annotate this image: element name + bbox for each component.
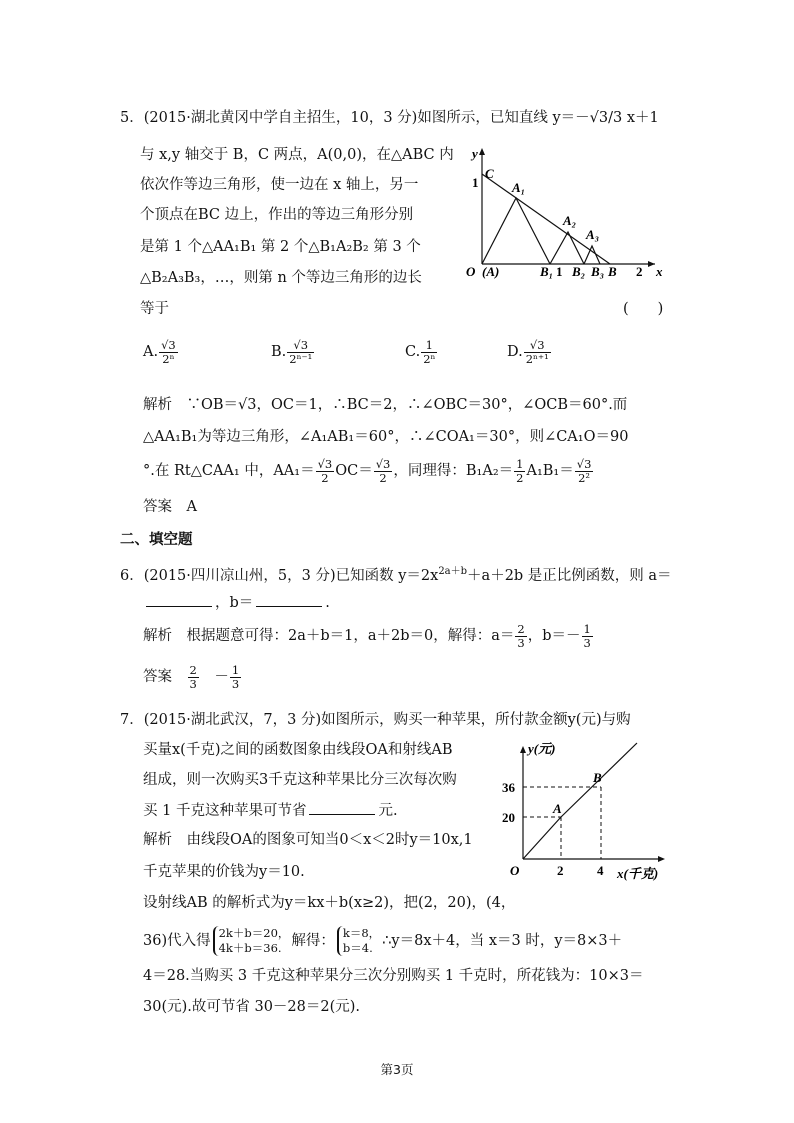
sol3-part-d: A₁B₁＝: [526, 463, 574, 479]
q6-sol-frac2: [582, 623, 593, 650]
q5-fig-x-label: x: [656, 264, 663, 279]
option-a-fraction: [159, 339, 178, 366]
q5-solution-line3: [143, 455, 594, 487]
q7-solution-line6: 30(元).故可节省 30－28＝2(元).: [143, 999, 361, 1015]
q6-solution: [143, 620, 594, 652]
q5-stem-line4: 个顶点在BC 边上，作出的等边三角形分别: [140, 207, 414, 223]
q6-blank-a[interactable]: [146, 592, 212, 607]
q6-sol-frac1-den: 3: [517, 635, 525, 650]
q6-exponent: 2a＋b: [438, 566, 468, 577]
option-b-fraction: [287, 339, 314, 366]
q7-system-1: [213, 926, 290, 956]
sol3-frac3-den: 2: [516, 470, 524, 485]
q6-answer-label: 答案: [143, 669, 172, 685]
sol3-frac2-num: √3: [375, 456, 391, 471]
sol3-part-a: °.在 Rt△CAA₁ 中，AA₁＝: [143, 463, 315, 479]
q5-fig-tick-2: 2: [636, 264, 643, 279]
q7-stem-line4: [143, 800, 398, 821]
q6-sol-frac2-den: 3: [583, 635, 591, 650]
q5-fig-a-label: (A): [482, 264, 500, 279]
q6-stem-part-b: ＋a＋2b 是正比例函数，则 a＝: [467, 567, 672, 584]
q7-sol4-text-a: 36)代入得: [143, 933, 211, 949]
q6-ans-minus: －: [214, 669, 229, 685]
q5-option-b: [271, 337, 315, 367]
q5-y-arrow: [479, 148, 485, 155]
sol3-frac1-num: √3: [317, 456, 333, 471]
sol3-frac4-num: √3: [576, 456, 592, 471]
q5-stem-line2: 与 x,y 轴交于 B，C 两点，A(0,0)，在△ABC 内: [140, 147, 454, 163]
sol3-frac2-den: 2: [379, 470, 387, 485]
q6-blank-b[interactable]: [256, 592, 322, 607]
q7-stem-line4-unit: 元.: [378, 803, 398, 819]
q5-fig-b1-label: B₁: [540, 264, 554, 279]
q5-solution-line1: 解析 ∵OB＝√3，OC＝1，∴BC＝2，∴∠OBC＝30°，∠OCB＝60°.而: [143, 397, 628, 413]
sol3-frac3-num: 1: [516, 456, 524, 471]
q7-solution-line4: [143, 923, 622, 959]
q7-fig-tick-20: 20: [502, 810, 515, 825]
q7-system-1-eq1: 2k＋b＝20，: [218, 926, 290, 940]
q7-system-2-eq2: b＝4.: [342, 941, 373, 955]
q5-stem-line3: 依次作等边三角形，使一边在 x 轴上，另一: [140, 177, 419, 193]
option-c-num: 1: [421, 339, 437, 353]
q5-stem-line6: △B₂A₃B₃，…，则第 n 个等边三角形的边长: [140, 270, 422, 286]
q7-solution-line3: 设射线AB 的解析式为y＝kx＋b(x≥2)，把(2，20)，(4，: [143, 895, 516, 911]
q5-triangle-2: [550, 232, 584, 264]
q7-fig-y-label: y(元): [528, 741, 556, 756]
q5-fig-tick-1: 1: [556, 264, 563, 279]
q7-solution-line1: 解析 由线段OA的图象可知当0＜x＜2时y＝10x,1: [143, 832, 473, 848]
q7-blank[interactable]: [309, 800, 375, 815]
q6-ans-frac1: [188, 664, 199, 691]
q7-fig-a-label: A: [553, 801, 562, 816]
q5-fig-1-label: 1: [472, 175, 479, 190]
option-c-fraction: [421, 339, 437, 366]
option-a-label: A.: [143, 344, 159, 360]
q6-answer: [143, 660, 242, 694]
q6-ans-frac1-den: 3: [189, 676, 197, 691]
q7-system-2-eq1: k＝8，: [342, 926, 381, 940]
q7-system-2: [337, 926, 380, 956]
q5-answer-paren: ( ): [623, 301, 664, 317]
sol3-part-b: OC＝: [335, 463, 373, 479]
q5-answer: 答案 A: [143, 499, 197, 515]
q7-segment-oa: [523, 817, 561, 859]
q5-line-bc: [482, 174, 610, 264]
q6-sol-frac1-num: 2: [517, 621, 525, 636]
q7-fig-tick-4: 4: [597, 863, 604, 878]
q7-fig-x-label: x(千克): [617, 866, 659, 881]
q6-stem-part-a: 6．(2015·四川凉山州，5，3 分)已知函数 y＝2x: [120, 567, 439, 584]
option-c-den: 2ⁿ: [423, 351, 436, 366]
q6-ans-frac2: [230, 664, 241, 691]
q6-sol-part-b: ，b＝－: [527, 628, 581, 644]
option-a-num: √3: [161, 337, 176, 352]
q7-price-graph: [495, 735, 680, 885]
q7-fig-o-label: O: [510, 863, 520, 878]
q6-stem-b-label: ，b＝: [215, 595, 254, 611]
q5-solution-line2: △AA₁B₁为等边三角形，∠A₁AB₁＝60°，∴∠COA₁＝30°，则∠CA₁O＝90: [143, 429, 629, 445]
q6-ans-frac1-num: 2: [189, 662, 197, 677]
sol3-part-c: ，同理得：B₁A₂＝: [393, 463, 514, 479]
option-b-den: 2ⁿ⁻¹: [289, 351, 313, 366]
option-a-den: 2ⁿ: [162, 351, 175, 366]
q7-solution-line2: 千克苹果的价钱为y＝10.: [143, 864, 305, 880]
q5-x-arrow: [648, 261, 655, 267]
page-number-footer: 第3页: [380, 1062, 414, 1077]
sol3-frac4: [575, 458, 594, 485]
q7-sol4-text-c: ∴y＝8x＋4，当 x＝3 时，y＝8×3＋: [382, 933, 623, 949]
q6-stem-period: .: [325, 595, 330, 611]
q5-option-a: [143, 337, 179, 367]
section-fill-in-title: 二、填空题: [120, 532, 193, 548]
option-d-num: √3: [524, 339, 551, 353]
q5-triangle-1: [482, 198, 550, 264]
q7-x-arrow: [658, 856, 665, 862]
q7-y-arrow: [520, 746, 526, 753]
q7-system-1-eq2: 4k＋b＝36.: [218, 941, 282, 955]
q6-ans-frac2-num: 1: [231, 662, 240, 677]
q5-stem-line1: 5．(2015·湖北黄冈中学自主招生，10，3 分)如图所示，已知直线 y＝－√3/3 x＋1: [120, 110, 659, 126]
q7-fig-tick-2: 2: [557, 863, 564, 878]
q6-stem-line2: [143, 592, 330, 613]
sol3-frac4-den: 2²: [578, 470, 591, 485]
q7-sol4-text-b: 解得：: [291, 933, 335, 949]
q5-fig-a3-label: A₃: [586, 227, 600, 242]
sol3-frac1: [316, 458, 335, 485]
q5-fig-a1-label: A₁: [512, 180, 526, 195]
q5-option-d: [507, 337, 552, 367]
q7-solution-line5: 4＝28.当购买 3 千克这种苹果分三次分别购买 1 千克时，所花钱为：10×3＝: [143, 968, 644, 984]
q5-fig-b-label: B: [608, 264, 617, 279]
sol3-frac3: [514, 458, 525, 485]
q5-fig-a2-label: A₂: [563, 213, 577, 228]
q5-fig-o-label: O: [466, 264, 476, 279]
sol3-frac2: [374, 458, 393, 485]
q5-fig-b2-label: B₂: [572, 264, 586, 279]
sol3-frac1-den: 2: [321, 470, 329, 485]
option-c-label: C.: [405, 344, 421, 360]
q5-stem-line5: 是第 1 个△AA₁B₁ 第 2 个△B₁A₂B₂ 第 3 个: [140, 239, 421, 255]
q6-sol-frac1: [515, 623, 526, 650]
q5-option-c: [405, 337, 438, 367]
q7-fig-tick-36: 36: [502, 780, 515, 795]
q5-fig-c-label: C: [485, 166, 494, 181]
q6-ans-frac2-den: 3: [231, 676, 240, 691]
option-b-label: B.: [271, 344, 287, 360]
q7-stem-line1: 7．(2015·湖北武汉，7，3 分)如图所示，购买一种苹果，所付款金额y(元)与购: [120, 712, 631, 728]
q6-sol-frac2-num: 1: [583, 621, 591, 636]
option-b-num: √3: [287, 339, 314, 353]
q5-fig-y-label: y: [472, 146, 478, 161]
q6-sol-part-a: 解析 根据题意可得：2a＋b＝1，a＋2b＝0，解得：a＝: [143, 628, 515, 644]
q5-triangle-figure: [460, 140, 670, 280]
q6-stem-line1: [120, 562, 672, 586]
q7-stem-line2: 买量x(千克)之间的函数图象由线段OA和射线AB: [143, 742, 453, 758]
option-d-fraction: [524, 339, 551, 366]
q7-stem-line4-text: 买 1 千克这种苹果可节省: [143, 803, 307, 819]
q5-stem-line7: 等于: [140, 301, 169, 317]
option-d-den: 2ⁿ⁺¹: [525, 351, 549, 366]
q7-stem-line3: 组成，则一次购买3千克这种苹果比分三次每次购: [143, 772, 457, 788]
q7-fig-b-label: B: [593, 770, 602, 785]
option-d-label: D.: [507, 344, 523, 360]
q5-fig-b3-label: B₃: [591, 264, 605, 279]
